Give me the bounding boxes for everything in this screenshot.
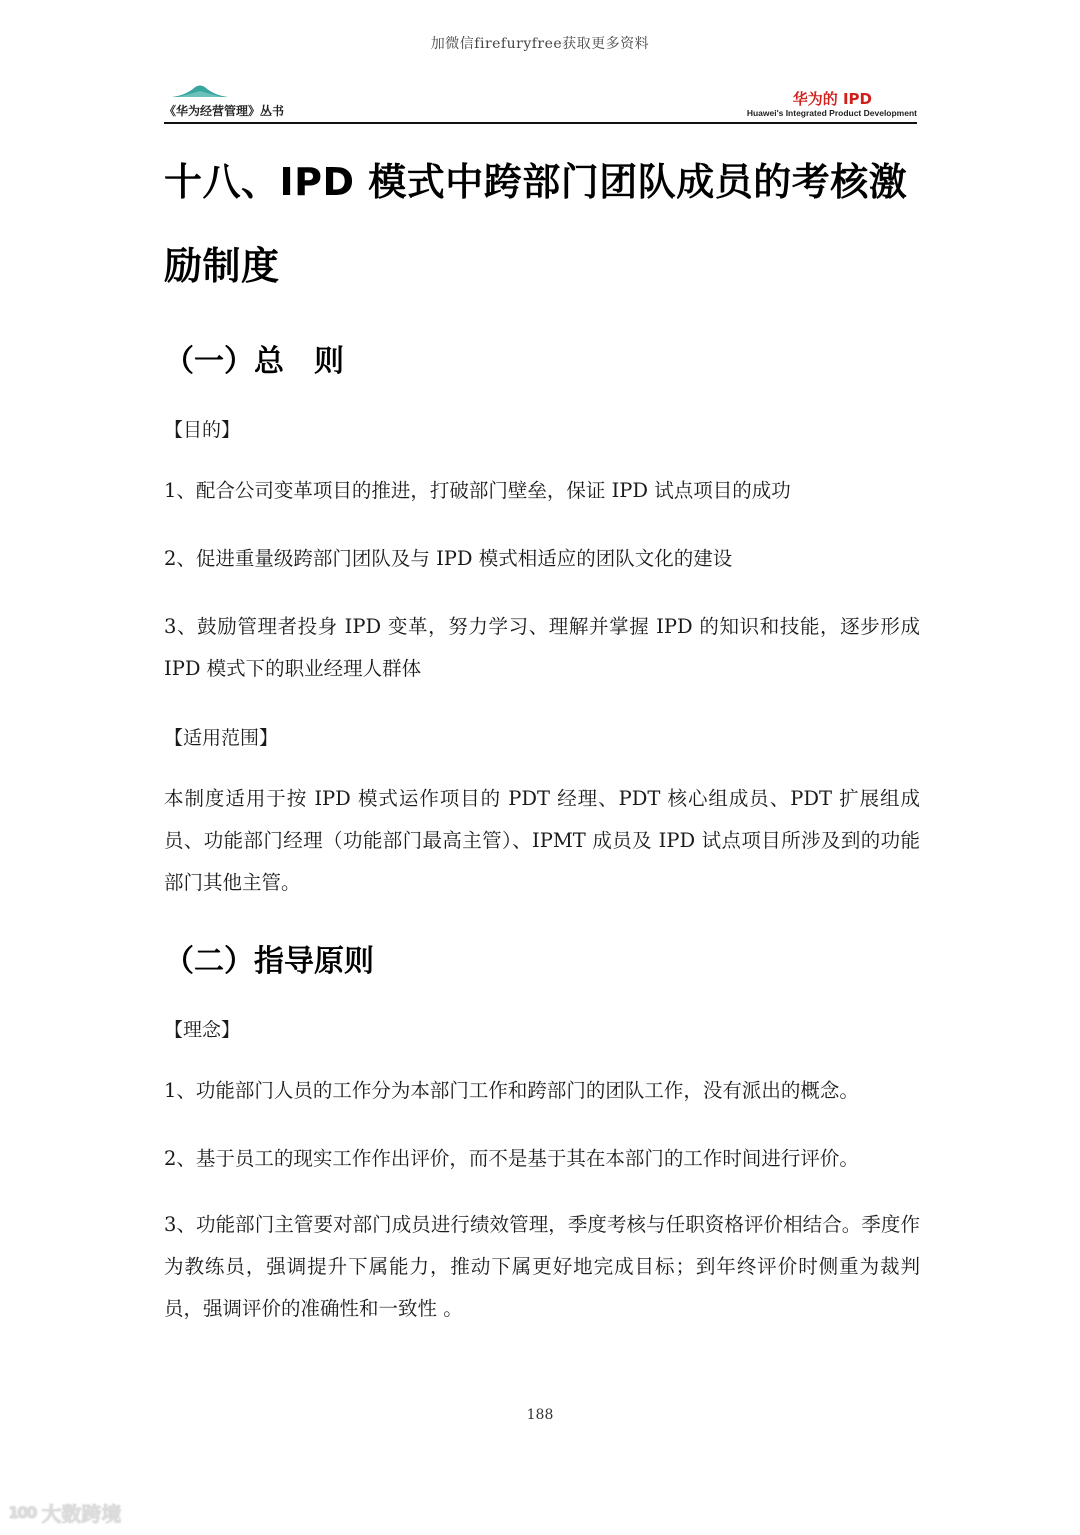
label-purpose: 【目的】 [164,419,241,441]
purpose-item-2: 2、促进重量级跨部门团队及与 IPD 模式相适应的团队文化的建设 [164,547,733,570]
brand-title: 华为的 IPD [792,90,872,108]
header-left [164,102,284,119]
watermark [8,1498,121,1527]
series-title: 《华为经营管理》丛书 [164,104,285,118]
top-note: 加微信firefuryfree获取更多资料 [430,36,650,52]
purpose-item-1: 1、配合公司变革项目的推进，打破部门壁垒，保证 IPD 试点项目的成功 [164,479,791,502]
watermark-text: 大数跨境 [41,1502,122,1526]
document-body [164,140,920,1330]
philosophy-item-3: 3、功能部门主管要对部门成员进行绩效管理，季度考核与任职资格评价相结合。季度作为教练员，强调提升下属能力，推动下属更好地完成目标；到年终评价时侧重为裁判员，强调评价的准确性和一致性 。 [164,1213,920,1320]
section-title-general: （一）总 则 [164,344,344,379]
brand-subtitle: Huawei's Integrated Product Development [746,108,917,118]
philosophy-item-1: 1、功能部门人员的工作分为本部门工作和跨部门的团队工作，没有派出的概念。 [164,1079,859,1102]
mountain-logo-icon [172,83,228,97]
scope-paragraph: 本制度适用于按 IPD 模式运作项目的 PDT 经理、PDT 核心组成员、PDT 扩展组成员、功能部门经理（功能部门最高主管）、IPMT 成员及 IPD 试点项目所涉及到的功能部门其他主管。 [164,787,920,894]
page-number: 188 [526,1407,554,1423]
chapter-title: 十八、IPD 模式中跨部门团队成员的考核激励制度 [164,160,908,288]
section-title-principles: （二）指导原则 [164,944,374,979]
label-philosophy: 【理念】 [164,1019,241,1041]
philosophy-item-2: 2、基于员工的现实工作作出评价，而不是基于其在本部门的工作时间进行评价。 [164,1147,859,1170]
watermark-logo-icon: 100 [8,1503,36,1522]
label-scope: 【适用范围】 [164,727,279,749]
purpose-item-3: 3、鼓励管理者投身 IPD 变革，努力学习、理解并掌握 IPD 的知识和技能，逐步形成 IPD 模式下的职业经理人群体 [164,615,920,680]
header-right [747,90,917,119]
page-header [164,78,917,124]
